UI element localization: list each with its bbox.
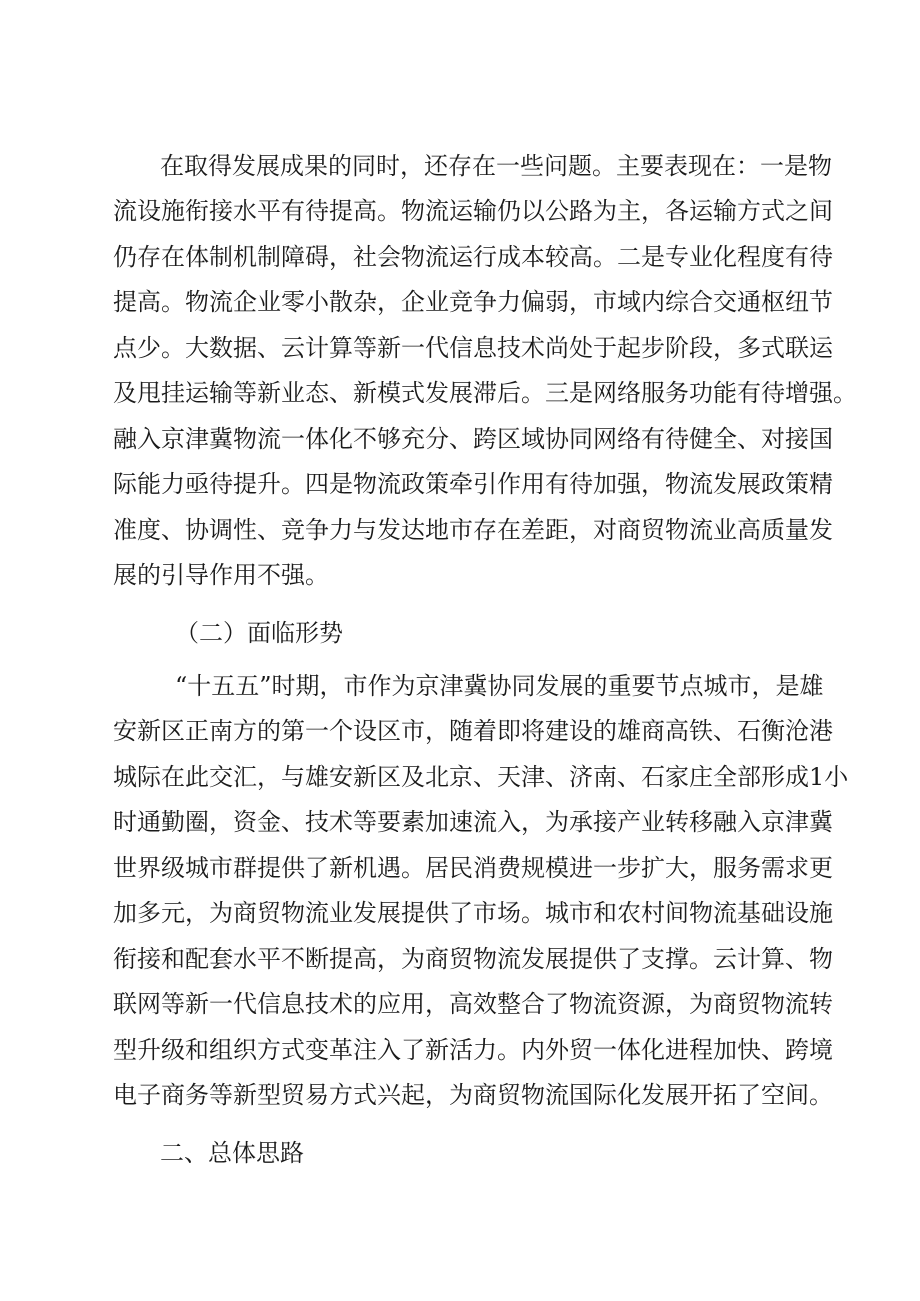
paragraph-line: “十五五”时期，市作为京津冀协同发展的重要节点城市，是雄 bbox=[175, 672, 824, 700]
paragraph-line: 提高。物流企业零小散杂，企业竞争力偏弱，市域内综合交通枢纽节 bbox=[113, 288, 833, 316]
paragraph-line: 世界级城市群提供了新机遇。居民消费规模进一步扩大，服务需求更 bbox=[113, 854, 833, 882]
paragraph-line: 在取得发展成果的同时，还存在一些问题。主要表现在：一是物 bbox=[160, 152, 832, 180]
paragraph-line: 安新区正南方的第一个设区市，随着即将建设的雄商高铁、石衡沧港 bbox=[113, 717, 833, 745]
paragraph-line: 际能力亟待提升。四是物流政策牵引作用有待加强，物流发展政策精 bbox=[113, 470, 833, 498]
paragraph-line: 型升级和组织方式变革注入了新活力。内外贸一体化进程加快、跨境 bbox=[113, 1036, 833, 1064]
paragraph-line: 准度、协调性、竞争力与发达地市存在差距，对商贸物流业高质量发 bbox=[113, 516, 833, 544]
section-heading: （二）面临形势 bbox=[175, 619, 343, 647]
paragraph-line: 衔接和配套水平不断提高，为商贸物流发展提供了支撑。云计算、物 bbox=[113, 945, 833, 973]
paragraph-line: 展的引导作用不强。 bbox=[113, 561, 329, 589]
paragraph-line: 仍存在体制机制障碍，社会物流运行成本较高。二是专业化程度有待 bbox=[113, 243, 833, 271]
paragraph-line: 流设施衔接水平有待提高。物流运输仍以公路为主，各运输方式之间 bbox=[113, 197, 833, 225]
paragraph-line: 时通勤圈，资金、技术等要素加速流入，为承接产业转移融入京津冀 bbox=[113, 808, 833, 836]
paragraph-line: 融入京津冀物流一体化不够充分、跨区域协同网络有待健全、对接国 bbox=[113, 425, 833, 453]
paragraph-line: 电子商务等新型贸易方式兴起，为商贸物流国际化发展开拓了空间。 bbox=[113, 1081, 833, 1109]
paragraph-line: 及甩挂运输等新业态、新模式发展滞后。三是网络服务功能有待增强。 bbox=[113, 379, 857, 407]
paragraph-line: 联网等新一代信息技术的应用，高效整合了物流资源，为商贸物流转 bbox=[113, 990, 833, 1018]
paragraph-line: 加多元，为商贸物流业发展提供了市场。城市和农村间物流基础设施 bbox=[113, 899, 833, 927]
paragraph-line: 点少。大数据、云计算等新一代信息技术尚处于起步阶段，多式联运 bbox=[113, 334, 833, 362]
section-heading: 二、总体思路 bbox=[160, 1139, 304, 1167]
paragraph-line: 城际在此交汇，与雄安新区及北京、天津、济南、石家庄全部形成1小 bbox=[113, 763, 849, 791]
